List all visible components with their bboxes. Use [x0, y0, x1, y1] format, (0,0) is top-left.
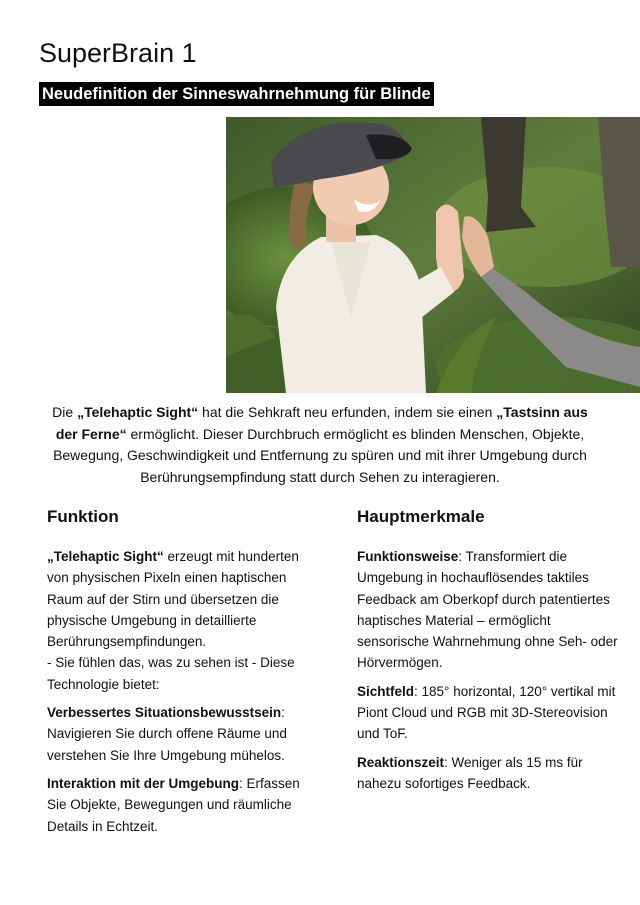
hauptmerkmale-heading: Hauptmerkmale	[357, 507, 485, 526]
funktion-heading: Funktion	[47, 507, 119, 526]
feature-text: : 185° horizontal, 120° vertikal mit Piont Cloud und RGB mit 3D-Stereovision und ToF.	[357, 683, 616, 742]
benefit-interaktion	[47, 773, 312, 837]
intro-highlight-telehaptic: „Telehaptic Sight“	[77, 404, 199, 420]
funktion-text-2: - Sie fühlen das, was zu sehen ist - Diese Technologie bietet:	[47, 655, 295, 692]
intro-text-1: Die	[52, 404, 78, 420]
funktion-term: „Telehaptic Sight“	[47, 549, 164, 564]
hero-photo-illustration	[226, 117, 640, 393]
feature-text: : Transformiert die Umgebung in hochauflösendes taktiles Feedback am Oberkopf durch patentiertes haptisches Material – ermöglicht sensorische Wahrnehmung ohne Seh- oder Hörvermögen.	[357, 549, 618, 671]
intro-text-2: hat die Sehkraft neu erfunden, indem sie einen	[198, 404, 497, 420]
benefit-text: : Erfassen Sie Objekte, Bewegungen und räumliche Details in Echtzeit.	[47, 775, 300, 834]
intro-highlight-tastsinn: „Tastsinn aus der Ferne“	[55, 404, 588, 442]
funktion-section	[47, 505, 312, 844]
feature-text: : Weniger als 15 ms für nahezu sofortiges Feedback.	[357, 754, 583, 791]
feature-sichtfeld	[357, 681, 622, 745]
hauptmerkmale-section	[357, 505, 622, 801]
funktion-paragraph	[47, 546, 312, 695]
page-title: SuperBrain 1	[39, 38, 197, 68]
feature-term: Sichtfeld	[357, 683, 415, 699]
feature-term: Funktionsweise	[357, 549, 459, 564]
benefit-text: : Navigieren Sie durch offene Räume und verstehen Sie Ihre Umgebung mühelos.	[47, 705, 287, 763]
funktion-text: erzeugt mit hunderten von physischen Pixeln einen haptischen Raum auf der Stirn und übersetzen die physische Umgebung in detaillierte Berührungsempfindungen.	[47, 549, 299, 650]
intro-paragraph	[40, 402, 600, 488]
feature-reaktionszeit	[357, 752, 622, 795]
intro-text-3: ermöglicht. Dieser Durchbruch ermöglicht es blinden Menschen, Objekte, Bewegung, Geschwindigkeit und Entfernung zu spüren und mit ihrer Umgebung durch Berührungsempfindung statt durch Sehen zu interagieren.	[53, 425, 587, 485]
benefit-term: Interaktion mit der Umgebung	[47, 775, 240, 791]
hero-photo	[226, 117, 640, 393]
feature-funktionsweise	[357, 546, 622, 674]
benefit-term: Verbessertes Situationsbewusstsein	[47, 705, 282, 721]
page-subtitle: Neudefinition der Sinneswahrnehmung für Blinde	[39, 82, 434, 106]
feature-term: Reaktionszeit	[357, 754, 445, 770]
benefit-situationsbewusstsein	[47, 702, 312, 766]
